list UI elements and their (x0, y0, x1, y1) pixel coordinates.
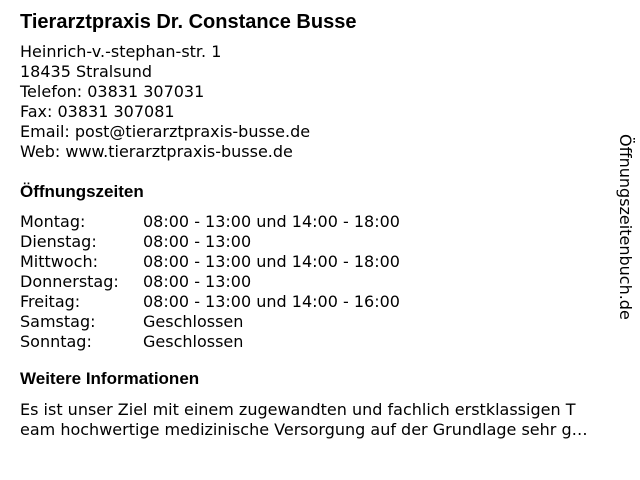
hours-time: 08:00 - 13:00 und 14:00 - 18:00 (143, 212, 400, 231)
hours-day: Sonntag: (20, 332, 92, 351)
site-watermark: Öffnungszeitenbuch.de (616, 134, 635, 320)
address-block (20, 42, 620, 162)
hours-row (20, 252, 620, 272)
info-text-line: eam hochwertige medizinische Versorgung auf der Grundlage sehr g… (20, 420, 588, 439)
hours-time: Geschlossen (143, 312, 244, 331)
hours-day: Montag: (20, 212, 86, 231)
opening-hours-heading: Öffnungszeiten (20, 182, 144, 201)
practice-name: Tierarztpraxis Dr. Constance Busse (20, 11, 357, 33)
fax-line: Fax: 03831 307081 (20, 102, 175, 121)
info-text-line: Es ist unser Ziel mit einem zugewandten und fachlich erstklassigen T (20, 400, 576, 419)
hours-time: 08:00 - 13:00 und 14:00 - 16:00 (143, 292, 400, 311)
hours-time: 08:00 - 13:00 und 14:00 - 18:00 (143, 252, 400, 271)
opening-hours-table (20, 212, 620, 352)
practice-card (20, 10, 620, 440)
phone-line: Telefon: 03831 307031 (20, 82, 205, 101)
hours-day: Samstag: (20, 312, 96, 331)
hours-day: Mittwoch: (20, 252, 98, 271)
hours-row (20, 292, 620, 312)
hours-day: Dienstag: (20, 232, 97, 251)
hours-day: Freitag: (20, 292, 81, 311)
further-info-heading: Weitere Informationen (20, 369, 200, 388)
hours-time: 08:00 - 13:00 (143, 272, 252, 291)
hours-row (20, 312, 620, 332)
email-line: Email: post@tierarztpraxis-busse.de (20, 122, 311, 141)
street-line: Heinrich-v.-stephan-str. 1 (20, 42, 222, 61)
city-line: 18435 Stralsund (20, 62, 153, 81)
hours-time: Geschlossen (143, 332, 244, 351)
hours-row (20, 232, 620, 252)
hours-row (20, 212, 620, 232)
web-line: Web: www.tierarztpraxis-busse.de (20, 142, 293, 161)
further-info-text (20, 400, 630, 440)
hours-time: 08:00 - 13:00 (143, 232, 252, 251)
hours-row (20, 332, 620, 352)
hours-row (20, 272, 620, 292)
hours-day: Donnerstag: (20, 272, 119, 291)
